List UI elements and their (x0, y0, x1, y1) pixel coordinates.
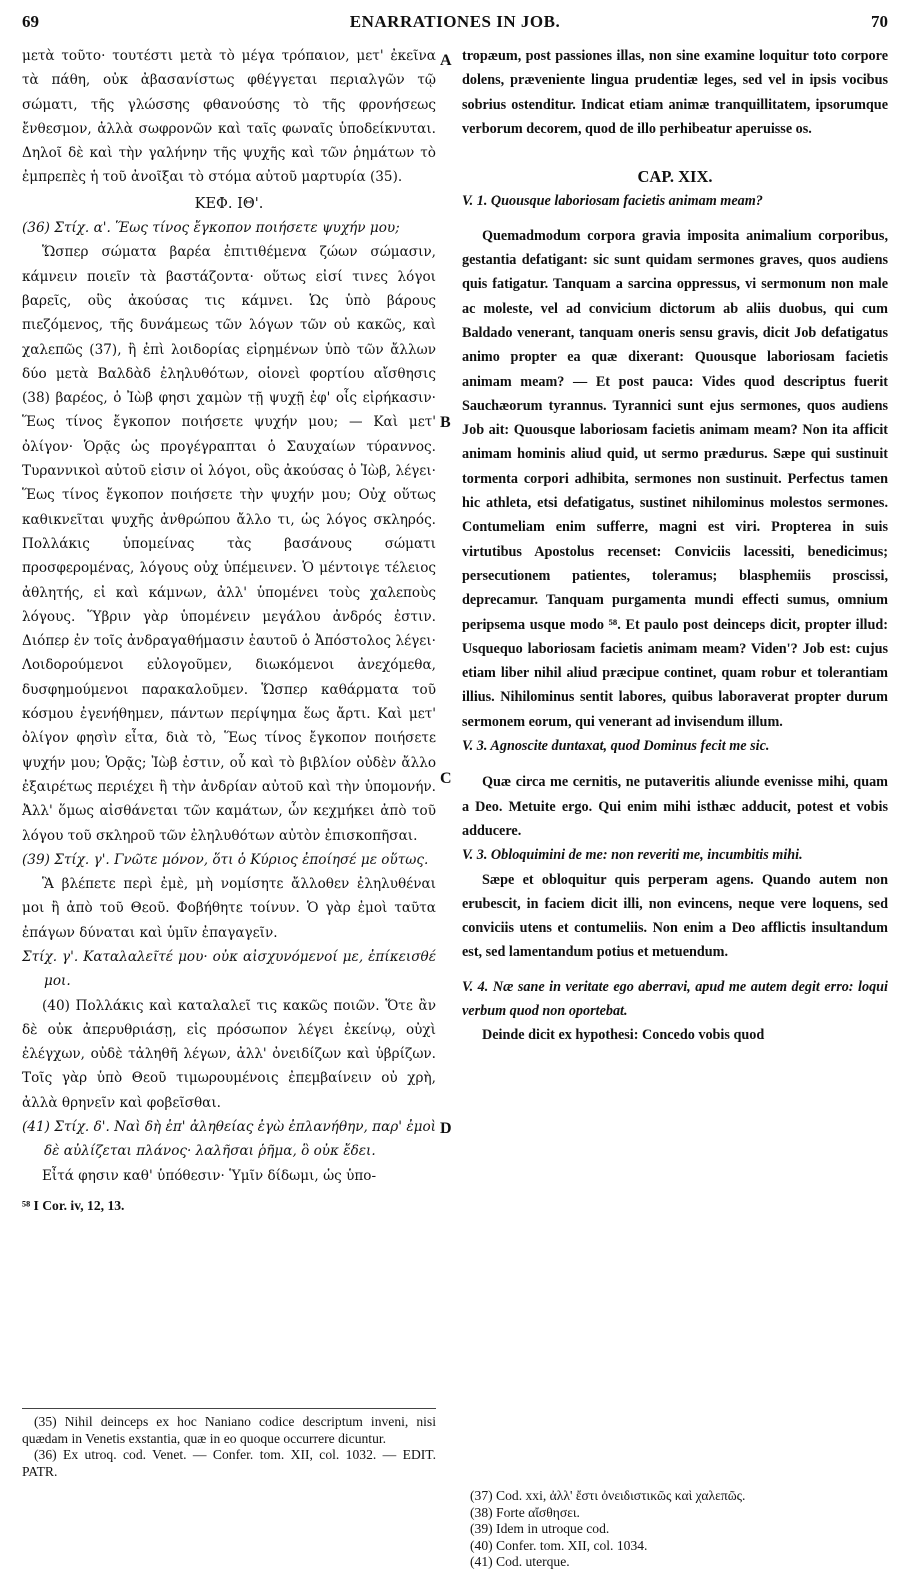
footnotes-right (470, 1488, 888, 1571)
footnote-41: (41) Cod. uterque. (470, 1554, 570, 1570)
greek-paragraph-4: Εἶτά φησιν καθ' ὑπόθεσιν· Ὑμῖν δίδωμι, ὡς ὑπο- (42, 1167, 377, 1184)
greek-verse-4: (41) Στίχ. δ'. Ναὶ δὴ ἐπ' ἀληθείας ἐγὼ ἐπλανήθην, παρ' ἐμοὶ δὲ αὐλίζεται πλάνος· λαλῆσαι ῥῆμα, ὃ οὐκ ἔδει. (22, 1119, 436, 1160)
latin-verse-1: V. 1. Quousque laboriosam facietis animam meam? (462, 193, 763, 210)
footnotes-left (22, 1414, 436, 1480)
right-page-number: 70 (871, 12, 888, 31)
latin-chapter-heading: CAP. XIX. (637, 167, 713, 187)
running-title: ENARRATIONES IN JOB. (349, 12, 561, 31)
latin-verse-3b: V. 3. Obloquimini de me: non reveriti me, incumbitis mihi. (462, 847, 803, 864)
footnote-38: (38) Forte αἴσθησει. (470, 1504, 580, 1520)
latin-verse-3a: V. 3. Agnoscite duntaxat, quod Dominus fecit me sic. (462, 738, 770, 755)
greek-intro: μετὰ τοῦτο· τουτέστι μετὰ τὸ μέγα τρόπαιον, μετ' ἐκεῖνα τὰ πάθη, οὐκ ἀβασανίστως φθέγγεται περιαλγῶν τῷ σώματι, τῆς γλώσσης φθανούσης τὸ τῆς φρονήσεως ἔνθεσμον, ἀλλὰ σωφρονῶν καὶ ταῖς φωναῖς ὑποδείκνυται. Δηλοῖ δὲ καὶ τὴν γαλήνην τῆς ψυχῆς καὶ τῶν ῥημάτων τὸ ἐμπρεπὲς ἡ τοῦ ἀνοῖξαι τὸ στόμα αὐτοῦ μαρτυρία (35). (22, 48, 436, 186)
greek-verse-3b: Στίχ. γ'. Καταλαλεῖτέ μου· οὐκ αἰσχυνόμενοί με, ἐπίκεισθέ μοι. (22, 948, 436, 990)
greek-paragraph-2: Ἃ βλέπετε περὶ ἐμὲ, μὴ νομίσητε ἄλλοθεν ἐληλυθέναι μοι ἢ ἀπὸ τοῦ Θεοῦ. Φοβήθητε τοίνυν. Ὁ γὰρ ἐμοὶ ταῦτα ἐπάγων δύναται καὶ ὑμῖν ἐπαγαγεῖν. (22, 876, 436, 941)
footnote-37: (37) Cod. xxi, ἀλλ' ἔστι ὀνειδιστικῶς καὶ χαλεπῶς. (470, 1488, 746, 1503)
margin-letter-d: D (440, 1120, 452, 1137)
latin-verse-4: V. 4. Næ sane in veritate ego aberravi, apud me autem degit erro: loqui verbum quod non oportebat. (462, 978, 888, 1019)
margin-letter-a: A (440, 52, 452, 69)
latin-intro: tropæum, post passiones illas, non sine examine loquitur toto corpore dolens, præveniente lingua prudentiæ leges, sed vel in ipsis vocibus sobrius ostenditur. Indicat etiam animæ tranquillitatem, ipsorumque verborum decorem, quod de illo perhibeatur aperuisse os. (462, 48, 888, 137)
footnote-40: (40) Confer. tom. XII, col. 1034. (470, 1537, 648, 1553)
greek-verse-1: (36) Στίχ. α'. Ἕως τίνος ἔγκοπον ποιήσετε ψυχήν μου; (22, 220, 400, 237)
left-page-number: 69 (22, 12, 39, 31)
footnote-rule (22, 1408, 436, 1409)
greek-paragraph-3: (40) Πολλάκις καὶ καταλαλεῖ τις κακῶς ποιῶν. Ὅτε ἂν δὲ οὐκ ἀπερυθριάσῃ, εἰς πρόσωπον λέγει ἐκείνῳ, οὐχὶ ἐλέγχων, οὐδὲ τἀληθῆ λέγων, ἀλλ' ὀνειδίζων καὶ ὑβρίζων. Τοῖς γὰρ ὑπὸ Θεοῦ τιμωρουμένοις ἐπεμβαίνειν οὐ χρὴ, ἀλλὰ θρηνεῖν καὶ φοβεῖσθαι. (22, 997, 436, 1111)
margin-letter-c: C (440, 770, 452, 787)
latin-paragraph-3: Sæpe et obloquitur quis perperam agens. Quando autem non erubescit, in faciem dicit illi, non evincens, neque vere loquens, sed conviciis utens et contumeliis. Non enim a Deo afflictis insultandum est, sed lamentandum potius et metuendum. (462, 871, 888, 961)
footnote-39: (39) Idem in utroque cod. (470, 1521, 610, 1537)
greek-paragraph-1: Ὥσπερ σώματα βαρέα ἐπιτιθέμενα ζώων σώμασιν, κάμνειν ποιεῖν τὰ βαστάζοντα· οὕτως εἰσί τινες λόγοι βαρεῖς, οὓς ἀκούσας τις κάμνει. Ὡς ὑπὸ βάρους πιεζόμενος, τῆς δυνάμεως τῶν λόγων τῶν οὐ κακῶς, καὶ χαλεπῶς (37), ἢ ἐπὶ λοιδορίας εἰρημένων ὑπὸ τῶν ἄλλων δύο μετὰ Βαλδὰδ ἐληλυθότων, οἱονεὶ φορτίου αἴσθησις (38) βαρέος, ὁ Ἰὼβ φησι χαμὼν τῇ ψυχῇ ἐφ' οἷς εἰρήκασιν· Ἕως τίνος ἔγκοπον ποιήσετε ψυχήν μου; — Καὶ μετ' ὀλίγον· Ὁρᾷς ὡς προγέγραπται ὁ Σαυχαίων τύραννος. Τυραννικοὶ αὐτοῦ εἰσιν οἱ λόγοι, οὓς ἀκούσας ὁ Ἰὼβ, λέγει· Ἕως τίνος ἔγκοπον ποιήσετε τὴν ψυχήν μου; Οὐχ οὕτως καθικνεῖται ψυχῆς ἀνθρώπου ἄλλο τι, ὡς λόγος σκληρός. Πολλάκις ὑπομείνας τὰς βασάνους σώματι προσφερομένας, λόγους οὐχ ὑπέμεινεν. Ὁ μέντοιγε τέλειος ἀθλητής, εἰ καὶ κάμνων, ἀλλ' ὑπομένει τοὺς χαλεποὺς λόγους. Ὕβριν γὰρ ὑπομένειν μεγάλου ἀνδρός ἐστιν. Διόπερ ἐν τοῖς ἀνδραγαθήμασιν ἑαυτοῦ ὁ Ἀπόστολος λέγει· Λοιδορούμενοι εὐλογοῦμεν, διωκόμενοι ἀνεχόμεθα, δυσφημούμενοι παρακαλοῦμεν. Ὥσπερ καθάρματα τοῦ κόσμου ἐγενήθημεν, πάντων περίψημα ἕως ἄρτι. Καὶ μετ' ὀλίγον φησὶν εἶτα, διὰ τὸ, Ἕως τίνος ἔγκοπον ποιήσετε ψυχήν μου; Ὁρᾷς; Ἰὼβ ἐστιν, οὗ καὶ τὸ βιβλίον οὐδὲν ἄλλο ἐξαιρέτως περιέχει ἢ τὴν ἀνδρίαν αὐτοῦ καὶ τὴν ὑπομονήν. Ἀλλ' ὅμως αἰσθάνεται τῶν καμάτων, ὧν κεχμήκει ἀπὸ τοῦ λόγου τοῦ σκληροῦ τῶν ἐληλυθότων αὐτὸν ἐπισκοπῆσαι. (22, 244, 436, 844)
latin-paragraph-4: Deinde dicit ex hypothesi: Concedo vobis quod (482, 1027, 765, 1044)
running-header (22, 12, 888, 34)
greek-reference-58: ⁵⁸ I Cor. iv, 12, 13. (22, 1197, 125, 1213)
latin-column (462, 44, 888, 1048)
latin-paragraph-1: Quemadmodum corpora gravia imposita animalium corporibus, gestantia defatigant: sic sunt quidam sermones graves, quos audiens quis fatigatur. Tanquam a sarcina oppressus, vi sermonum non male ac moleste, vel ad convicium dictorum ab aliis duobus, qui cum Baldado venerant, tanquam oneris sensu gravis, dicit Job defatigatus animo propter ea quæ dixerant: Quousque laboriosam facietis animam meam? — Et post pauca: Vides quod descriptus fuerit Sauchæorum tyrannus. Tyrannici sunt ejus sermones, quos audiens Job ait: Quousque laboriosam facietis animam meam? Non ita afficit animam hominis aliud quid, ut sermo prædurus. Sæpe qui sustinuit tormenta corpori adhibita, sermones non sustinuit. Perfectus tamen hic athleta, etsi defatigatus, sustinet nihilominus molestos sermones. Contumeliam enim sufferre, magni est viri. Propterea in suis virtutibus Apostolus recenset: Conviciis lacessiti, benedicimus; persecutionem patientes, toleramus; blasphemiis proscissi, deprecamur. Tanquam purgamenta mundi effecti sumus, omnium peripsema usque modo ⁵⁸. Et paulo post deinceps dicit, propter illud: Usquequo laboriosam facietis animam meam? Viden'? Job est: cujus etiam liber nihil aliud præcipue continet, quam robur et tolerantiam illius. Nihilominus sentit labores, quibus laboraverat propter durum sermonem eorum, qui venerant ad invisendum illum. (462, 227, 888, 730)
latin-paragraph-2: Quæ circa me cernitis, ne putaveritis aliunde evenisse mihi, quam a Deo. Metuite ergo. Qui enim mihi isthæc adducit, potest et vobis adducere. (462, 774, 888, 839)
greek-verse-3a: (39) Στίχ. γ'. Γνῶτε μόνον, ὅτι ὁ Κύριος ἐποίησέ με οὕτως. (22, 851, 429, 868)
greek-chapter-heading: ΚΕΦ. ΙΘ'. (194, 195, 264, 212)
footnote-35: (35) Nihil deinceps ex hoc Naniano codice descriptum inveni, nisi quædam in Venetis exstantia, quæ in eo quoque occurrere dicuntur. (22, 1414, 436, 1446)
footnote-36: (36) Ex utroq. cod. Venet. — Confer. tom. XII, col. 1032. — EDIT. PATR. (22, 1447, 436, 1479)
greek-column (22, 44, 436, 1218)
margin-letter-b: B (440, 414, 451, 431)
